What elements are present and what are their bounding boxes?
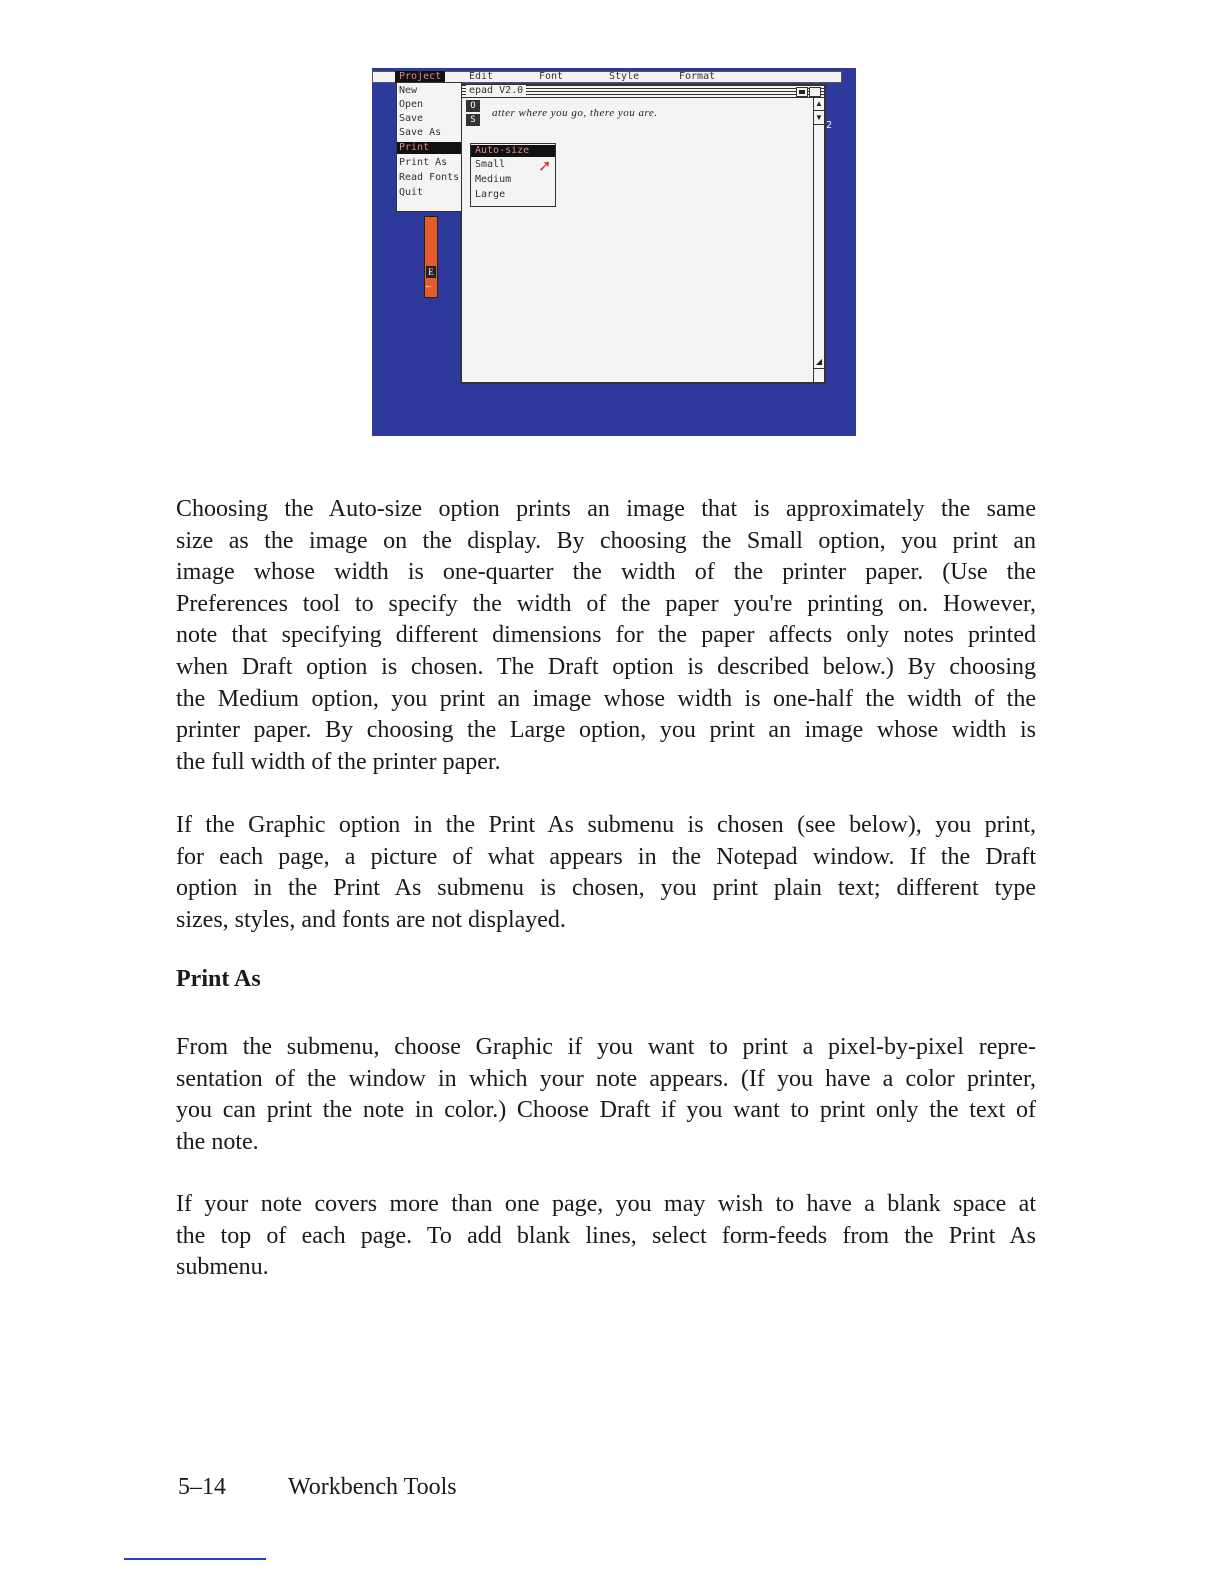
text-line: Choosing the Auto-size option prints an image that is approximately the same [176,496,1036,522]
text-line: size as the image on the display. By choosing the Small option, you print an [176,527,1036,554]
text-line: the full width of the printer paper. [176,748,501,775]
menu-item-open[interactable]: Open [399,99,424,110]
paragraph-print-sizes [176,494,1036,778]
note-text: atter where you go, there you are. [492,107,658,119]
depth-front-icon[interactable] [809,87,821,97]
text-line: the Medium option, you print an image whose width is one-half the width of the [176,685,1036,712]
footer-section-title: Workbench Tools [288,1474,457,1500]
menu-style[interactable]: Style [609,71,640,82]
text-line: If the Graphic option in the Print As submenu is chosen (see below), you print, [176,812,1036,838]
text-line: option in the Print As submenu is chosen, you print plain text; different type [176,875,1036,902]
paragraph-print-as [176,1032,1036,1158]
menu-item-new[interactable]: New [399,85,418,96]
window-titlebar[interactable] [462,86,824,98]
menu-item-quit[interactable]: Quit [399,187,424,198]
paragraph-graphic-draft [176,810,1036,936]
submenu-item-large[interactable]: Large [475,189,506,200]
notepad-screenshot [372,68,856,436]
notepad-window [460,84,826,384]
text-line: printer paper. By choosing the Large option, you print an image whose width is [176,717,1036,744]
text-line: From the submenu, choose Graphic if you want to print a pixel-by-pixel repre- [176,1034,1036,1060]
menu-edit[interactable]: Edit [469,71,494,82]
text-line: the top of each page. To add blank lines, select form-feeds from the Print As [176,1222,1036,1249]
submenu-item-auto-size[interactable]: Auto-size [471,145,555,157]
shortcut-open: O [466,100,480,112]
menu-item-save-as[interactable]: Save As [399,127,442,138]
window-title: epad V2.0 [466,85,526,97]
depth-back-icon[interactable] [796,87,808,97]
vertical-scrollbar[interactable] [813,98,824,382]
paragraph-form-feeds [176,1189,1036,1284]
scroll-down-icon[interactable]: ▼ [814,112,824,125]
resize-icon[interactable]: ◢ [814,356,824,369]
pointer-icon: ➚ [538,158,552,175]
text-line: If your note covers more than one page, you may wish to have a blank space at [176,1191,1036,1217]
text-line: sizes, styles, and fonts are not displayed. [176,906,566,933]
text-line: you can print the note in color.) Choose Draft if you want to print only the text of [176,1097,1036,1124]
text-line: Preferences tool to specify the width of the paper you're printing on. However, [176,590,1036,617]
menu-item-read-fonts[interactable]: Read Fonts [399,172,460,183]
shortcut-save: S [466,114,480,126]
text-line: when Draft option is chosen. The Draft option is described below.) By choosing [176,653,1036,680]
menu-item-print[interactable]: Print [397,142,461,154]
text-line: for each page, a picture of what appears in the Notepad window. If the Draft [176,843,1036,870]
submenu-item-small[interactable]: Small [475,159,506,170]
section-heading: Print As [176,966,261,992]
page-indicator: 2 [826,120,833,131]
text-line: image whose width is one-quarter the width of the printer paper. (Use the [176,559,1036,586]
text-line: sentation of the window in which your note appears. (If you have a color printer, [176,1065,1036,1092]
footer-rule [124,1558,266,1560]
project-menu [396,82,462,212]
scroll-up-icon[interactable]: ▲ [814,98,824,111]
menu-item-print-as[interactable]: Print As [399,157,448,168]
menu-item-save[interactable]: Save [399,113,424,124]
background-gadget: E [426,266,436,278]
submenu-item-medium[interactable]: Medium [475,174,512,185]
text-line: submenu. [176,1254,269,1281]
page-number: 5–14 [178,1474,226,1500]
menu-project[interactable]: Project [395,71,445,83]
text-line: note that specifying different dimensions for the paper affects only notes printed [176,622,1036,649]
left-arrow-icon: ← [424,280,434,291]
menu-format[interactable]: Format [679,71,716,82]
menu-font[interactable]: Font [539,71,564,82]
text-line: the note. [176,1128,259,1155]
